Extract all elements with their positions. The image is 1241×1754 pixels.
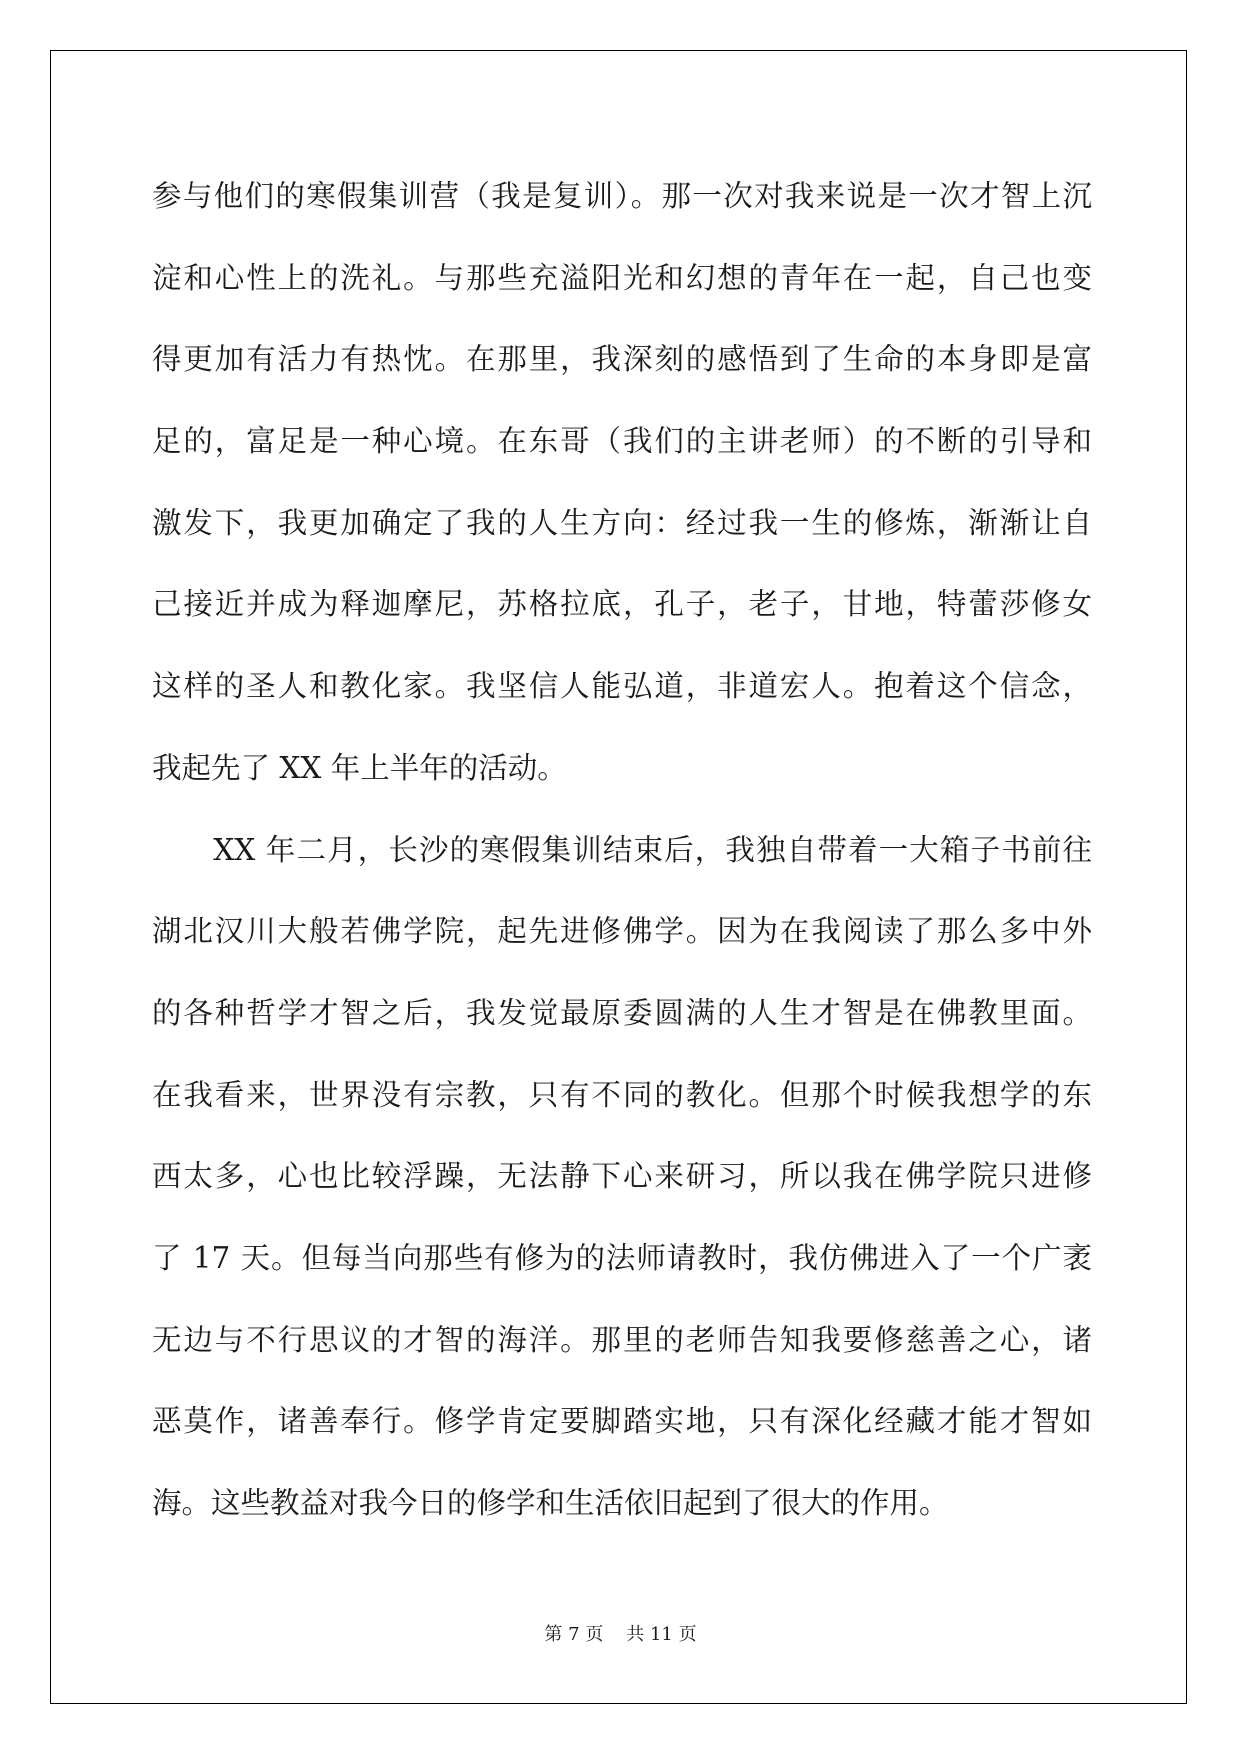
text-line: 恶莫作，诸善奉行。修学肯定要脚踏实地，只有深化经藏才能才智如: [152, 1404, 1092, 1439]
text-line: 参与他们的寒假集训营（我是复训）。那一次对我来说是一次才智上沉: [152, 179, 1092, 213]
text-line: 足的，富足是一种心境。在东哥（我们的主讲老师）的不断的引导和: [152, 424, 1092, 459]
text-line: 己接近并成为释迦摩尼，苏格拉底，孔子，老子，甘地，特蕾莎修女: [152, 587, 1092, 622]
page-total: 共 11 页: [626, 1624, 697, 1645]
paragraph-1: [152, 156, 1092, 810]
document-body: [152, 156, 1092, 1545]
footer-gap: [603, 1624, 626, 1645]
page-number: 第 7 页: [544, 1624, 604, 1645]
text-line: 淀和心性上的洗礼。与那些充溢阳光和幻想的青年在一起，自己也变: [152, 260, 1092, 295]
text-line: 了 17 天。但每当向那些有修为的法师请教时，我仿佛进入了一个广袤: [152, 1240, 1092, 1275]
text-line: 西太多，心也比较浮躁，无法静下心来研习，所以我在佛学院只进修: [152, 1159, 1092, 1194]
text-line: 我起先了 XX 年上半年的活动。: [152, 750, 567, 785]
text-line: XX 年二月，长沙的寒假集训结束后，我独自带着一大箱子书前往: [152, 832, 1092, 867]
text-line: 在我看来，世界没有宗教，只有不同的教化。但那个时候我想学的东: [152, 1077, 1092, 1112]
page-footer: [0, 1620, 1241, 1646]
text-line: 海。这些教益对我今日的修学和生活依旧起到了很大的作用。: [152, 1486, 949, 1520]
text-line: 的各种哲学才智之后，我发觉最原委圆满的人生才智是在佛教里面。: [152, 995, 1092, 1030]
text-line: 湖北汉川大般若佛学院，起先进修佛学。因为在我阅读了那么多中外: [152, 914, 1092, 949]
text-line: 无边与不行思议的才智的海洋。那里的老师告知我要修慈善之心，诸: [152, 1322, 1092, 1357]
text-line: 激发下，我更加确定了我的人生方向：经过我一生的修炼，渐渐让自: [152, 505, 1092, 540]
paragraph-2: [152, 810, 1092, 1545]
text-line: 这样的圣人和教化家。我坚信人能弘道，非道宏人。抱着这个信念，: [152, 669, 1092, 704]
text-line: 得更加有活力有热忱。在那里，我深刻的感悟到了生命的本身即是富: [152, 342, 1092, 377]
